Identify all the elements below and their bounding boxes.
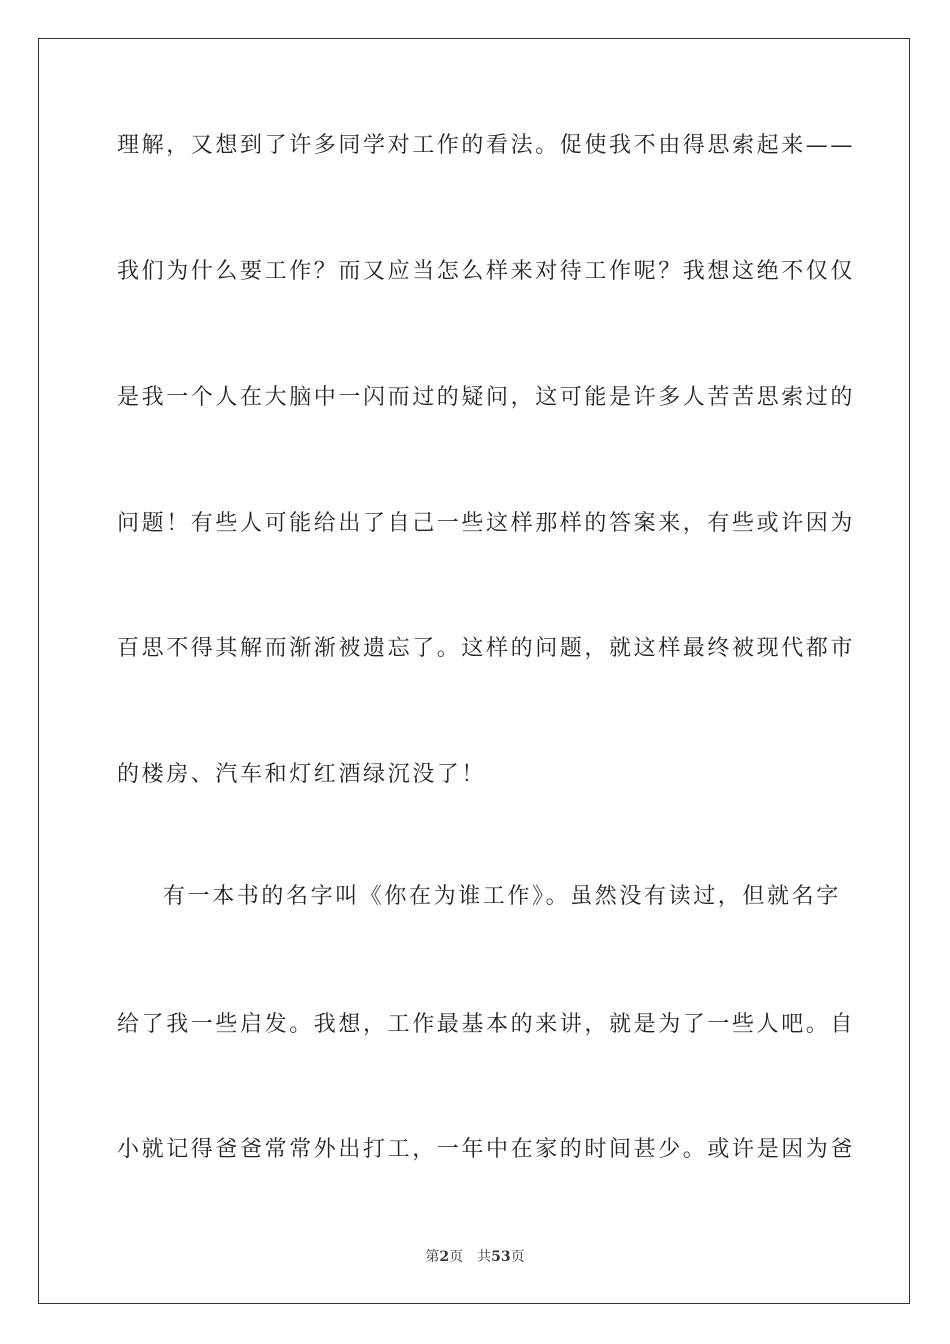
total-label-prefix: 共 — [477, 1249, 492, 1265]
text-line: 问题！有些人可能给出了自己一些这样那样的答案来，有些或许因为 — [117, 511, 856, 536]
paragraph-first-line: 有一本书的名字叫《你在为谁工作》。虽然没有读过，但就名字 — [163, 884, 841, 909]
page-number: 2 — [439, 1249, 450, 1265]
text-line: 是我一个人在大脑中一闪而过的疑问，这可能是许多人苦苦思索过的 — [117, 385, 856, 410]
page-label-prefix: 第 — [425, 1249, 440, 1265]
text-line: 我们为什么要工作？而又应当怎么样来对待工作呢？我想这绝不仅仅 — [117, 259, 856, 284]
page-label-suffix: 页 — [449, 1249, 464, 1265]
page-border — [38, 38, 910, 1304]
page-footer — [0, 1246, 950, 1266]
text-line: 给了我一些启发。我想，工作最基本的来讲，就是为了一些人吧。自 — [117, 1012, 856, 1037]
total-label-suffix: 页 — [510, 1249, 525, 1265]
text-line: 百思不得其解而渐渐被遗忘了。这样的问题，就这样最终被现代都市 — [117, 636, 856, 661]
text-line: 理解，又想到了许多同学对工作的看法。促使我不由得思索起来—— — [117, 133, 856, 158]
text-line: 小就记得爸爸常常外出打工，一年中在家的时间甚少。或许是因为爸 — [117, 1137, 856, 1162]
total-pages: 53 — [491, 1249, 511, 1265]
text-line: 的楼房、汽车和灯红酒绿沉没了！ — [117, 762, 487, 787]
